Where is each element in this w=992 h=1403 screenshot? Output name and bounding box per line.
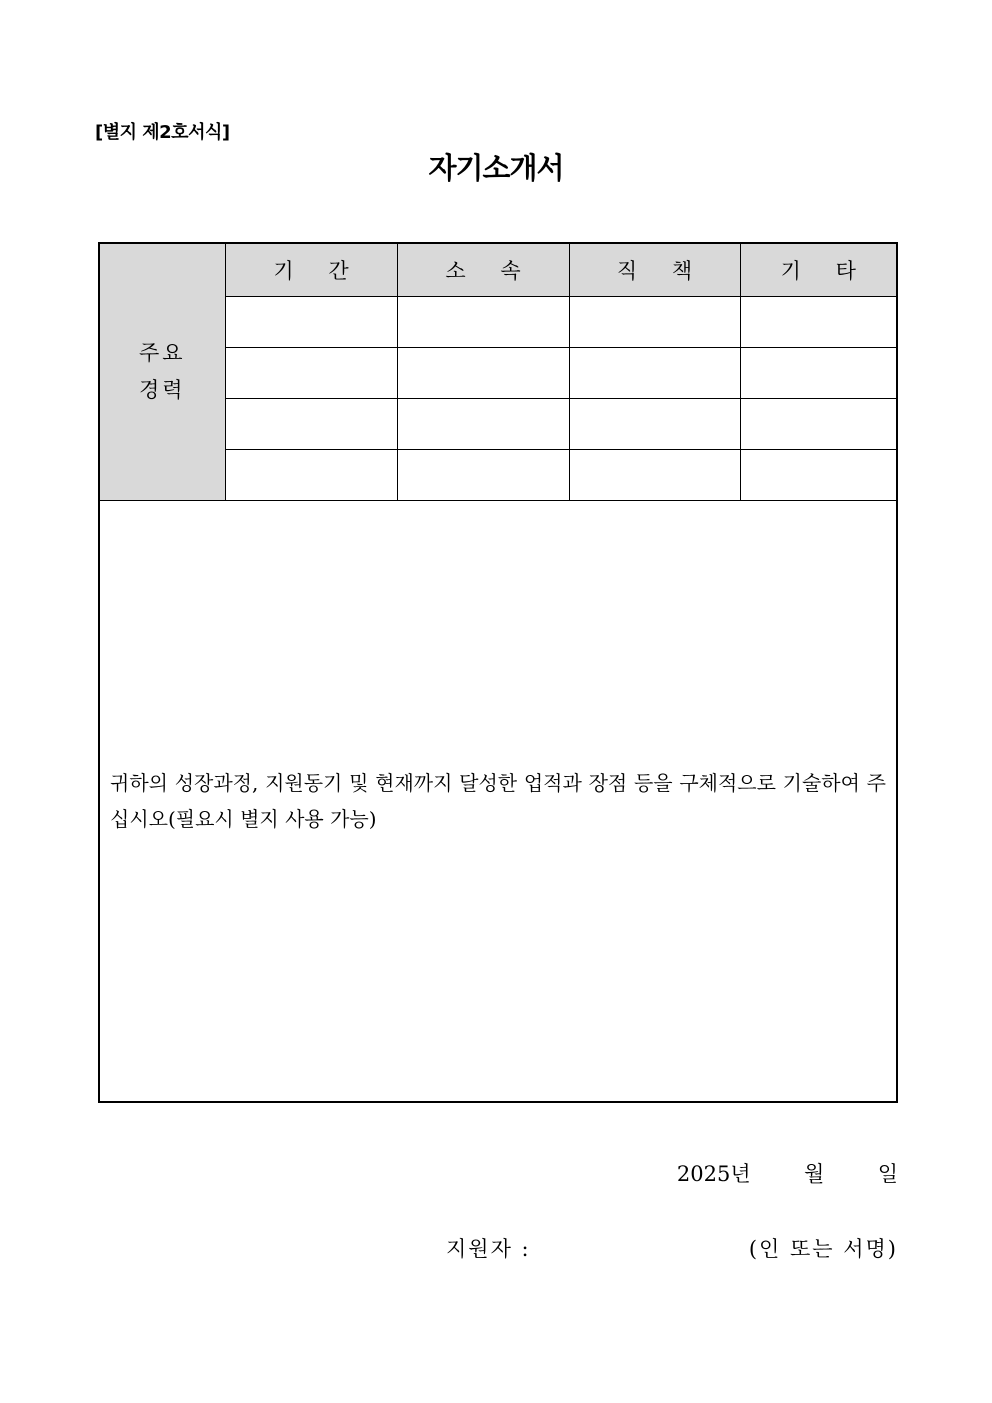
career-cell-period[interactable] <box>225 297 397 348</box>
career-label-line2: 경력 <box>138 378 186 402</box>
header-position: 직 책 <box>569 243 740 297</box>
career-cell-position[interactable] <box>569 348 740 399</box>
career-cell-other[interactable] <box>740 450 897 501</box>
career-cell-position[interactable] <box>569 297 740 348</box>
career-cell-affiliation[interactable] <box>397 297 569 348</box>
date-month: 월 <box>804 1162 825 1186</box>
career-table <box>98 242 898 1103</box>
career-cell-period[interactable] <box>225 399 397 450</box>
signature-note[interactable]: (인 또는 서명) <box>748 1237 898 1261</box>
form-number-label: [별지 제2호서식] <box>95 122 230 143</box>
applicant-label: 지원자 : <box>446 1237 531 1261</box>
document-title: 자기소개서 <box>428 151 564 185</box>
career-cell-position[interactable] <box>569 450 740 501</box>
career-cell-affiliation[interactable] <box>397 399 569 450</box>
career-row-label <box>99 243 225 501</box>
career-cell-other[interactable] <box>740 297 897 348</box>
career-cell-other[interactable] <box>740 348 897 399</box>
career-cell-position[interactable] <box>569 399 740 450</box>
header-other: 기 타 <box>740 243 897 297</box>
essay-prompt: 귀하의 성장과정, 지원동기 및 현재까지 달성한 업적과 장점 등을 구체적으로 기술하여 주십시오(필요시 별지 사용 가능) <box>110 771 886 831</box>
career-label-line1: 주요 <box>138 341 186 365</box>
date-day: 일 <box>877 1162 898 1186</box>
header-affiliation: 소 속 <box>397 243 569 297</box>
career-cell-other[interactable] <box>740 399 897 450</box>
date-line <box>677 1158 898 1188</box>
header-period: 기 간 <box>225 243 397 297</box>
career-cell-affiliation[interactable] <box>397 450 569 501</box>
signature-line <box>446 1233 898 1263</box>
date-year: 2025년 <box>676 1162 751 1186</box>
self-introduction-field[interactable] <box>99 501 897 1103</box>
career-cell-period[interactable] <box>225 348 397 399</box>
career-cell-affiliation[interactable] <box>397 348 569 399</box>
career-cell-period[interactable] <box>225 450 397 501</box>
